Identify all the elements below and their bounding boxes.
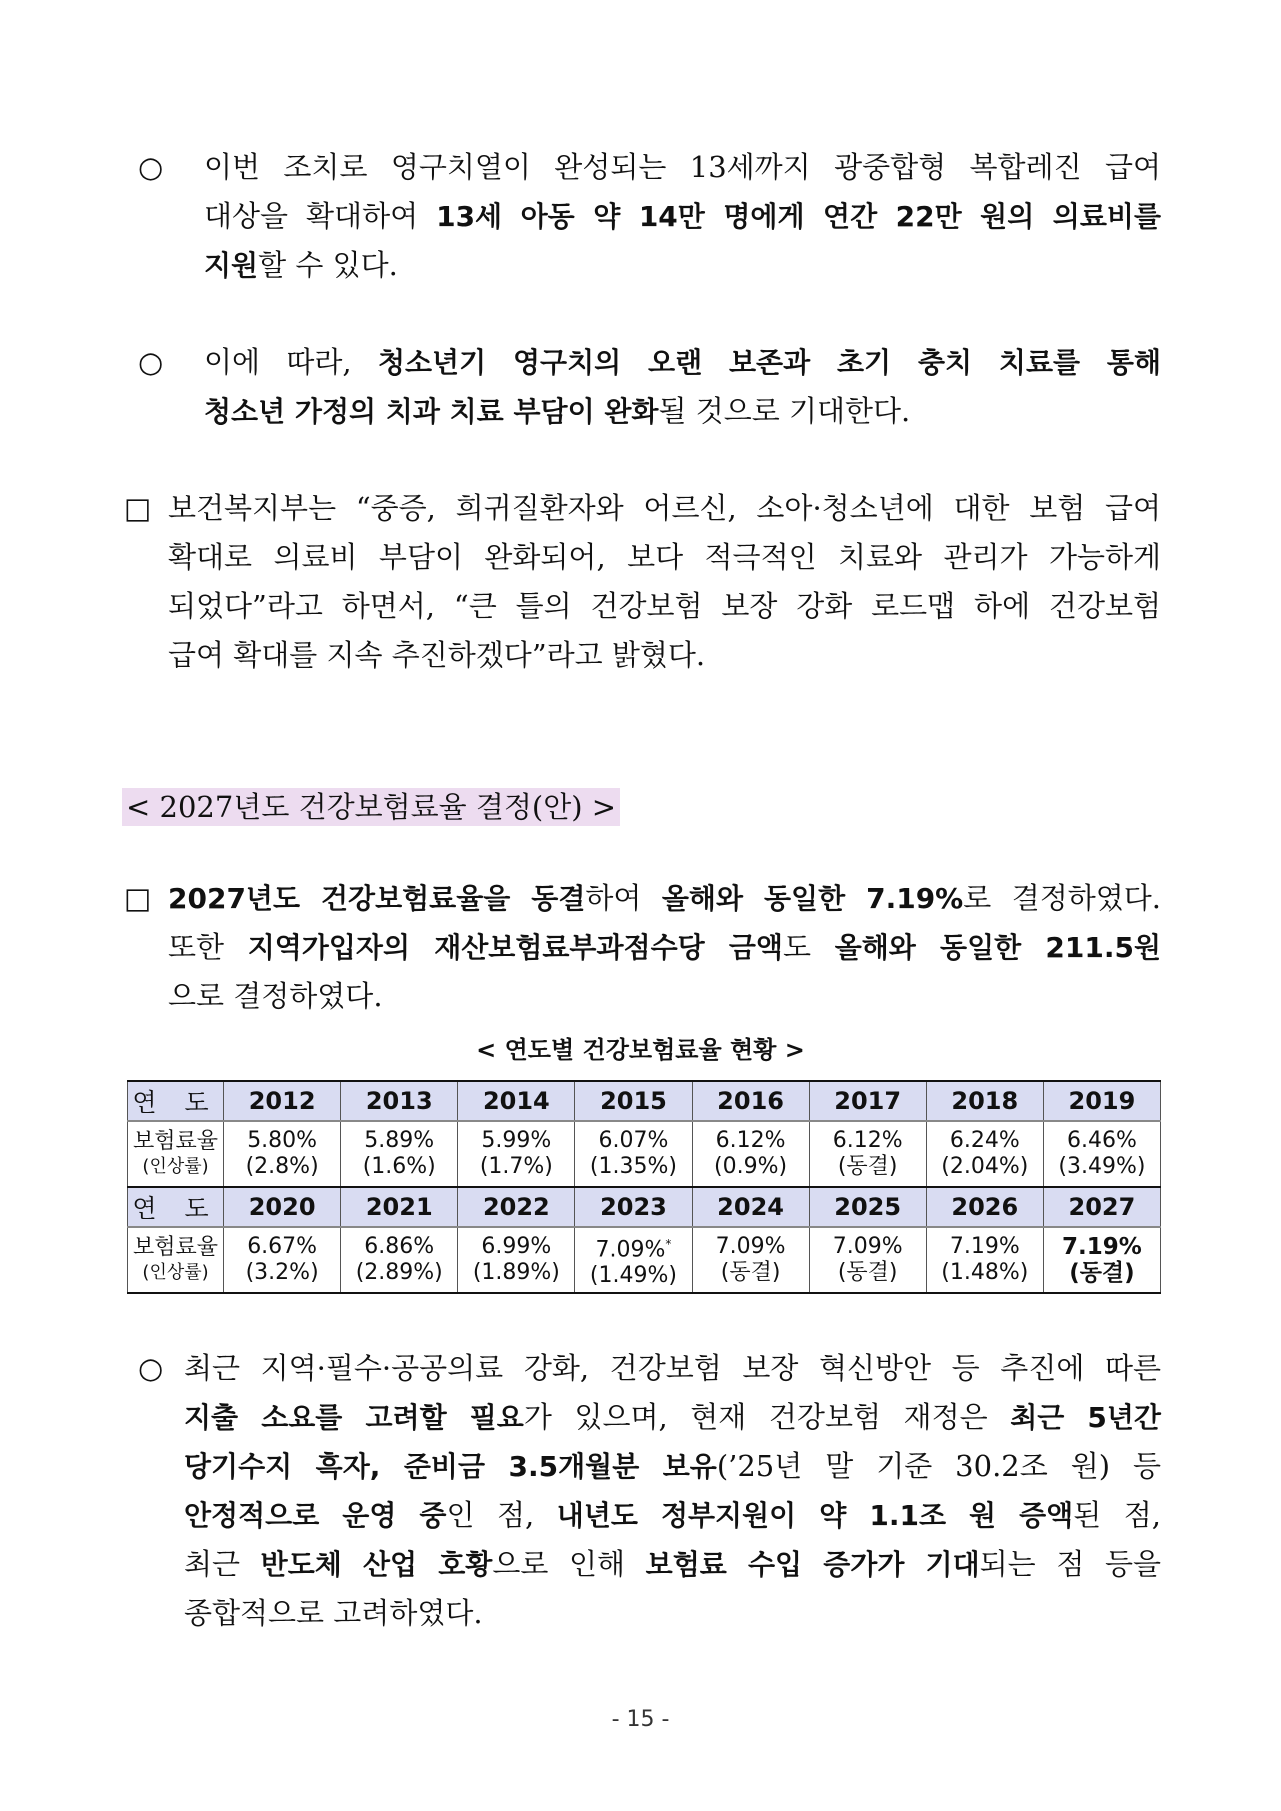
rate-value <box>341 1234 457 1260</box>
paragraph-1 <box>204 143 1161 290</box>
rate-cell <box>341 1227 458 1293</box>
rate-value <box>575 1231 691 1263</box>
year-cell: 2025 <box>809 1187 926 1227</box>
rate-text: 6.46% <box>1066 1128 1137 1153</box>
rate-cell <box>1043 1227 1160 1293</box>
year-cell: 2022 <box>458 1187 575 1227</box>
bullet-2: ○ <box>138 345 164 379</box>
text: 이번 조치로 영구치열이 완성되는 13세까지 광중합형 복합레진 급여 <box>204 150 1161 184</box>
rate-text: 6.07% <box>598 1128 669 1153</box>
change-value: (2.8%) <box>245 1154 319 1179</box>
rate-cell <box>809 1227 926 1293</box>
year-row <box>128 1187 1161 1227</box>
text: 로 결정하였다. <box>963 881 1161 915</box>
text-line <box>204 241 1161 290</box>
paragraph-5 <box>184 1344 1161 1638</box>
year-cell: 2020 <box>224 1187 341 1227</box>
rate-value <box>458 1234 574 1260</box>
rate-text: 5.89% <box>364 1128 435 1153</box>
rate-text: 6.99% <box>481 1234 552 1259</box>
text-line: 보건복지부는 “중증, 희귀질환자와 어르신, 소아·청소년에 대한 보험 급여 <box>168 491 1161 525</box>
page-number: - 15 - <box>611 1707 670 1732</box>
text: 가 있으며, 현재 건강보험 재정은 <box>523 1400 1011 1434</box>
year-cell: 2014 <box>458 1081 575 1121</box>
text: 으로 결정하였다. <box>168 979 383 1013</box>
year-header-cell: 연 도 <box>128 1081 224 1121</box>
bullet-1: ○ <box>138 150 164 184</box>
bold-text: 13세 아동 약 14만 명에게 연간 22만 원의 의료비를 <box>436 200 1161 233</box>
change-value: (1.7%) <box>479 1154 553 1179</box>
text: 되는 점 등을 <box>979 1547 1161 1581</box>
text-line: 되었다”라고 하면서, “큰 틀의 건강보험 보장 강화 로드맵 하에 건강보험 <box>168 589 1161 623</box>
rate-value <box>458 1128 574 1154</box>
rate-cell <box>692 1227 809 1293</box>
rate-row <box>128 1121 1161 1187</box>
change-value: (1.35%) <box>589 1154 677 1179</box>
rate-value <box>224 1128 340 1154</box>
rate-header-cell <box>128 1227 224 1293</box>
rate-cell <box>1043 1121 1160 1187</box>
year-cell: 2013 <box>341 1081 458 1121</box>
year-cell: 2021 <box>341 1187 458 1227</box>
text-line <box>168 874 1161 923</box>
text: 이에 따라, <box>204 345 378 379</box>
change-value: (동결) <box>837 1260 898 1285</box>
insurance-rate-table <box>127 1080 1161 1294</box>
bold-text: 지원 <box>204 249 259 282</box>
year-row <box>128 1081 1161 1121</box>
change-value: (0.9%) <box>714 1154 788 1179</box>
rate-value <box>693 1234 809 1260</box>
footnote-mark: * <box>665 1236 672 1251</box>
rate-label: 보험료율 <box>133 1235 219 1260</box>
rate-header-cell <box>128 1121 224 1187</box>
year-cell: 2023 <box>575 1187 692 1227</box>
change-value: (2.89%) <box>355 1260 443 1285</box>
text: 최근 <box>184 1547 261 1581</box>
text-line <box>184 1442 1161 1491</box>
rate-value <box>224 1234 340 1260</box>
rate-cell <box>458 1121 575 1187</box>
year-header-cell: 연 도 <box>128 1187 224 1227</box>
rate-label: 보험료율 <box>133 1129 219 1154</box>
rate-row <box>128 1227 1161 1293</box>
rate-text: 5.80% <box>247 1128 318 1153</box>
rate-cell <box>692 1121 809 1187</box>
rate-text: 6.12% <box>715 1128 786 1153</box>
text: 종합적으로 고려하였다. <box>184 1596 483 1630</box>
bold-text: 지출 소요를 고려할 필요 <box>184 1401 524 1434</box>
year-cell: 2012 <box>224 1081 341 1121</box>
change-value: (동결) <box>720 1260 781 1285</box>
change-value: (1.89%) <box>472 1260 560 1285</box>
year-cell: 2019 <box>1043 1081 1160 1121</box>
text: 도 <box>782 930 835 964</box>
rate-value <box>575 1128 691 1154</box>
text-line: 확대로 의료비 부담이 완화되어, 보다 적극적인 치료와 관리가 가능하게 <box>168 540 1161 574</box>
rate-sublabel: (인상률) <box>142 1156 209 1177</box>
change-value: (2.04%) <box>941 1154 1029 1179</box>
bold-text: 청소년 가정의 치과 치료 부담이 완화 <box>204 395 659 428</box>
bold-text: 당기수지 흑자, 준비금 3.5개월분 보유 <box>184 1450 717 1483</box>
paragraph-4 <box>168 874 1161 1021</box>
rate-cell <box>224 1227 341 1293</box>
rate-text: 7.09% <box>832 1234 903 1259</box>
text-line <box>168 923 1161 972</box>
rate-value <box>927 1234 1043 1260</box>
text: 대상을 확대하여 <box>204 199 437 233</box>
paragraph-3 <box>168 484 1161 680</box>
rate-cell <box>458 1227 575 1293</box>
text-line <box>204 192 1161 241</box>
rate-text: 6.67% <box>247 1234 318 1259</box>
section-heading: < 2027년도 건강보험료율 결정(안) > <box>122 788 620 826</box>
change-value: (1.48%) <box>941 1260 1029 1285</box>
text-line <box>184 1589 1161 1638</box>
rate-cell <box>926 1121 1043 1187</box>
change-value: (3.49%) <box>1058 1154 1146 1179</box>
rate-cell <box>575 1227 692 1293</box>
rate-value <box>927 1128 1043 1154</box>
bold-text: 최근 5년간 <box>1010 1401 1161 1434</box>
year-cell: 2017 <box>809 1081 926 1121</box>
table-title: < 연도별 건강보험료율 현황 > <box>476 1036 805 1064</box>
rate-value <box>1044 1128 1160 1154</box>
rate-text: 7.09% <box>595 1237 666 1263</box>
rate-cell <box>224 1121 341 1187</box>
text-line <box>204 143 1161 192</box>
text-line <box>184 1344 1161 1393</box>
rate-value <box>810 1234 926 1260</box>
rate-text: 7.19% <box>949 1234 1020 1259</box>
rate-text: 6.12% <box>832 1128 903 1153</box>
text: 하여 <box>585 881 662 915</box>
text: 할 수 있다. <box>258 248 398 282</box>
change-value: (동결) <box>1069 1260 1135 1286</box>
rate-value <box>693 1128 809 1154</box>
change-value: (동결) <box>837 1154 898 1179</box>
bullet-4: □ <box>124 881 152 915</box>
rate-value <box>810 1128 926 1154</box>
bold-text: 반도체 산업 호황 <box>260 1548 493 1581</box>
bold-text: 안정적으로 운영 중 <box>184 1499 447 1532</box>
text: 된 점, <box>1073 1498 1161 1532</box>
text: (’25년 말 기준 30.2조 원) 등 <box>716 1449 1161 1483</box>
bold-text: 보험료 수입 증가가 기대 <box>645 1548 980 1581</box>
text-line <box>184 1540 1161 1589</box>
text: 또한 <box>168 930 248 964</box>
text-line <box>168 972 1161 1021</box>
change-value: (1.6%) <box>362 1154 436 1179</box>
bullet-5: ○ <box>138 1351 164 1385</box>
bold-text: 지역가입자의 재산보험료부과점수당 금액 <box>247 931 783 964</box>
rate-cell <box>809 1121 926 1187</box>
bold-text: 올해와 동일한 211.5원 <box>834 931 1161 964</box>
rate-text: 7.09% <box>715 1234 786 1259</box>
rate-cell <box>341 1121 458 1187</box>
year-cell: 2015 <box>575 1081 692 1121</box>
year-cell: 2016 <box>692 1081 809 1121</box>
year-cell: 2024 <box>692 1187 809 1227</box>
rate-text: 6.24% <box>949 1128 1020 1153</box>
text-line: 급여 확대를 지속 추진하겠다”라고 밝혔다. <box>168 638 706 672</box>
text: 최근 지역·필수·공공의료 강화, 건강보험 보장 혁신방안 등 추진에 따른 <box>184 1351 1161 1385</box>
bullet-3: □ <box>124 491 152 525</box>
rate-cell <box>926 1227 1043 1293</box>
text: 으로 인해 <box>492 1547 646 1581</box>
text-line <box>184 1491 1161 1540</box>
rate-text: 7.19% <box>1062 1234 1142 1260</box>
text: 될 것으로 기대한다. <box>658 394 911 428</box>
rate-value <box>1044 1234 1160 1260</box>
paragraph-2 <box>204 338 1161 436</box>
change-value: (3.2%) <box>245 1260 319 1285</box>
text-line <box>204 387 1161 436</box>
rate-cell <box>575 1121 692 1187</box>
year-cell: 2026 <box>926 1187 1043 1227</box>
change-value: (1.49%) <box>589 1263 677 1289</box>
year-cell: 2018 <box>926 1081 1043 1121</box>
bold-text: 2027년도 건강보험료율을 동결 <box>168 882 586 915</box>
bold-text: 내년도 정부지원이 약 1.1조 원 증액 <box>556 1499 1074 1532</box>
text: 인 점, <box>446 1498 557 1532</box>
text-line <box>204 338 1161 387</box>
rate-sublabel: (인상률) <box>142 1262 209 1283</box>
bold-text: 청소년기 영구치의 오랜 보존과 초기 충치 치료를 통해 <box>377 346 1161 379</box>
year-cell: 2027 <box>1043 1187 1160 1227</box>
rate-text: 5.99% <box>481 1128 552 1153</box>
bold-text: 올해와 동일한 7.19% <box>661 882 964 915</box>
text-line <box>184 1393 1161 1442</box>
rate-value <box>341 1128 457 1154</box>
rate-text: 6.86% <box>364 1234 435 1259</box>
